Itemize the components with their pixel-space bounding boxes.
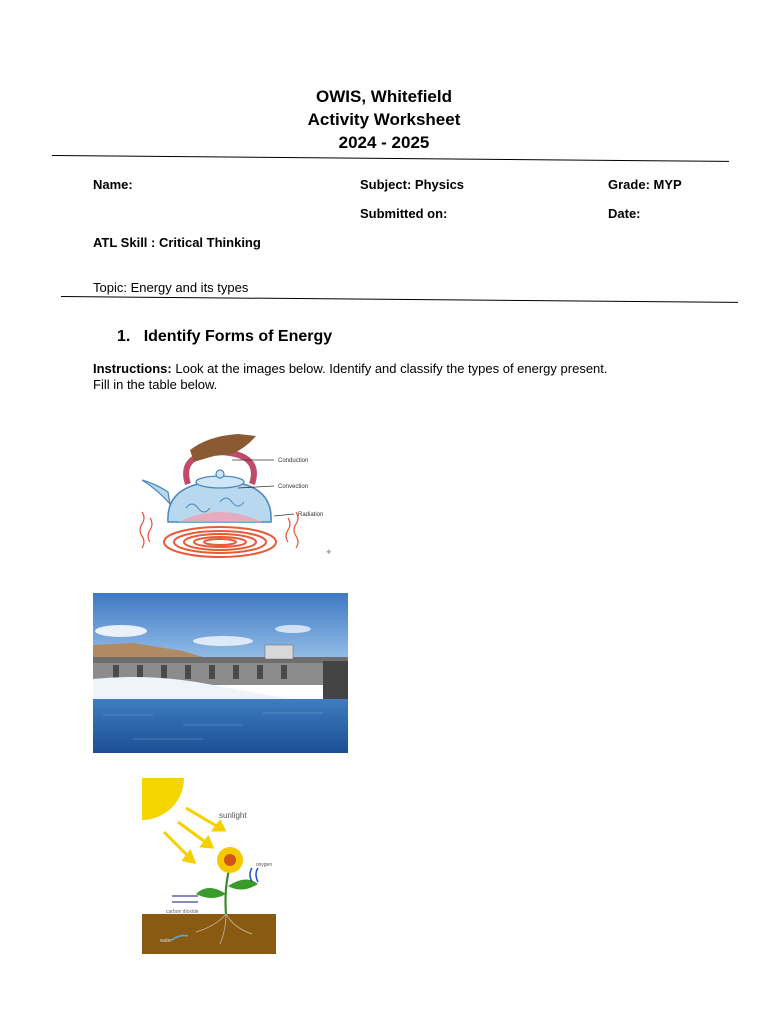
header-divider [52,155,729,162]
convection-label: Convection [278,484,309,490]
dam-photo [93,593,348,753]
radiation-label: Radiation [298,512,324,518]
academic-year: 2024 - 2025 [338,133,430,152]
instructions [93,361,693,393]
name-field: Name: [93,177,133,192]
instructions-line2: Fill in the table below. [93,377,218,392]
subject-field: Subject: Physics [360,177,465,192]
topic-divider [61,296,738,303]
photosynthesis-diagram [142,778,276,954]
carbon-dioxide-label: carbon dioxide [166,909,199,915]
section-heading [117,328,332,346]
instructions-text: Look at the images below. Identify and classify the types of energy present. [175,361,608,376]
sunlight-label: sunlight [219,811,247,820]
worksheet-title: Activity Worksheet [307,110,461,129]
sunflower-icon [217,847,243,873]
kettle-heat-transfer-image [128,432,343,562]
conduction-label: Conduction [278,458,309,464]
submitted-field: Submitted on: [360,206,448,221]
section-number: 1. [117,328,131,345]
school-name: OWIS, Whitefield [316,87,452,106]
instructions-label: Instructions: [93,361,172,376]
water-label: water [160,938,173,944]
sparkle-icon: ✦ [325,547,333,557]
oxygen-label: oxygen [256,862,273,868]
atl-skill: ATL Skill : Critical Thinking [93,235,261,250]
grade-field: Grade: MYP [608,177,682,192]
date-field: Date: [608,206,641,221]
section-title: Identify Forms of Energy [143,328,333,345]
topic: Topic: Energy and its types [93,280,249,295]
